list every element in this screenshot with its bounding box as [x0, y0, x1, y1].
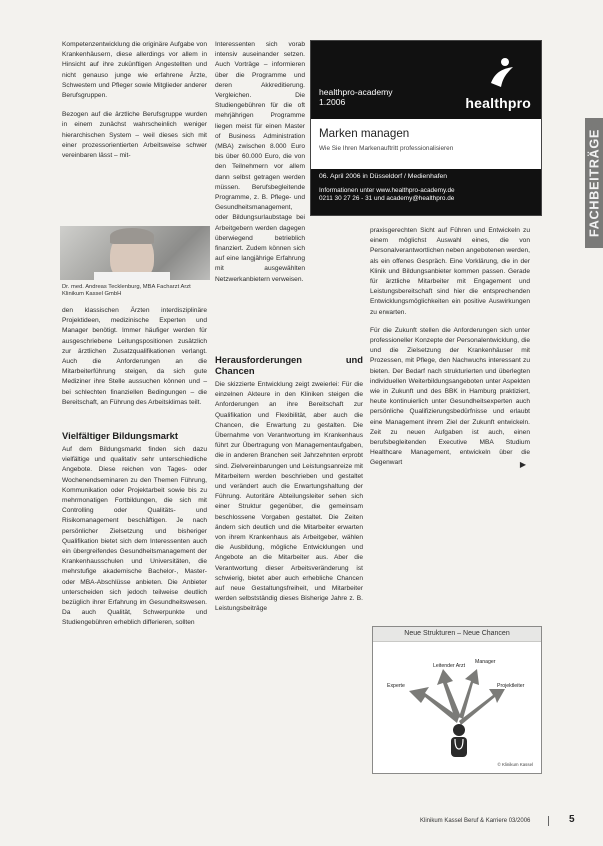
column-2-lower: [215, 346, 363, 615]
paragraph: Bezogen auf die ärztliche Berufsgruppe wurden in einem zunächst wahrscheinlich weniger hierarchischen System – weil dieses sich mit einer prozessorientierten Arbeitsweise schwer vereinbaren lässt – mit-: [62, 111, 207, 160]
column-1-continued: [62, 306, 207, 629]
figure-title: Neue Strukturen – Neue Chancen: [373, 627, 541, 642]
photo-caption: Dr. med. Andreas Tecklenburg, MBA Facharzt Arzt Klinikum Kassel GmbH: [62, 284, 191, 298]
structure-figure: [372, 626, 542, 774]
journal-name: Klinikum Kassel Beruf & Karriere 03/2006: [420, 818, 531, 824]
person-head: [453, 724, 465, 736]
column-1: [62, 40, 207, 161]
paragraph: Kompetenzentwicklung die originäre Aufgabe von Krankenhäusern, diese allerdings vor allem in Hinsicht auf ihre zukünftigen Angestellten und nicht genauso junge wie erfahrene Ärzte, Schwestern und Pfleger sowie Mitglieder anderer Berufsgruppen.: [62, 41, 207, 100]
figure-arrows: [373, 627, 541, 773]
paragraph: Für die Zukunft stellen die Anforderungen sich unter professioneller Konzepte der Personalentwicklung, die und die Zielsetzung der Krankenhäuser mit Prozessen, mit Pflege, den Nachwuchs interessant zu bieten. Der Bedarf nach strukturierten und überlegten individuellen Weiterbildungsangeboten unter Aspekten wie in Zukunft und des BBK in Hamburg praktiziert, heute kontinuierlich unter Gesundheitsexperten auch persönliche Qualifizierungsbedürfnisse und erlaubt eine Management ihrem Ziel der Zukunft entwickeln. Zeit zu neuen Aufgaben ist auch, einen berufsbegleitenden Executive MBA Studium Healthcare Management, entwickeln über die Gegenwart: [370, 326, 530, 467]
collar-shape: [94, 272, 170, 280]
figure-label-top-right: Manager: [475, 659, 496, 665]
figure-label-right: Projektleiter: [497, 683, 525, 689]
ad-name-line: healthpro-academy: [319, 87, 393, 97]
ad-contact: [319, 187, 539, 203]
figure-label-top-left: Leitender Arzt: [433, 663, 466, 669]
paragraph: Die skizzierte Entwicklung zeigt zweierlei: Für die einzelnen Akteure in den Kliniken steigen die Anforderungen an ihre Bereitschaft zur Qualifikation und Flexibilität, aber auch die Chancen, die Erwartung zu gestalten. Die Übernahme von Verantwortung im Krankenhaus führt zur Übertragung von Managementaufgaben, die in anderen Branchen seit Jahrzehnten erprobt sind. Zielvereinbarungen und Leistungsanreize mit Mitarbeitern werden beschrieben und gestaltet und verändert auch die Erwartungshaltung der Führung. Autoritäre Abteilungsleiter sehen sich einer Struktur gegenüber, die gemeinsam beschlossene Vorgaben gestaltet. Die Zeiten ändern sich deutlich und die Mitarbeiter erwarten von ihrem Krankenhaus als Arbeitgeber, wählen die Ausbildung, mögliche Entwicklungen und Angebote an die Mitarbeiter aus. Aber die Verantwortung dieser Arbeitsveränderung ist schwierig, bietet aber auch erhebliche Chancen auf neue Gestaltungsfreiheit, und Mitarbeiter werden selbstständig dieses Bisherige Jahre z. B. Leistungsbeiträge: [215, 381, 363, 613]
column-3: [370, 226, 530, 469]
paragraph: Interessenten sich vorab intensiv auseinander setzen. Auch Vorträge – informieren über die Programme und deren Akkreditierung. Vergleichen. Die Studiengebühren für die oft mehrjährigen Programme liegen meist für einen Master of Business Administration (MBA) zwischen 8.000 Euro bis über 60.000 Euro, die von den Teilnehmern vor allem dann selbst getragen werden müssen. Berufsbegleitende Programme, z. B. Pflege- und Gesundheitsmanagement, oder Bildungsurlaubstage bei Arbeitgebern werden dagegen überwiegend betrieblich finanziert. Zudem können sich auf eine langjährige Erfahrung mit ausgewählten Netzwerkanbietern verweisen.: [215, 41, 305, 283]
ad-brand: healthpro: [465, 95, 531, 111]
ad-event: 06. April 2006 in Düsseldorf / Medienhafen: [319, 173, 448, 180]
author-photo: [60, 226, 210, 280]
section-heading: Herausforderungen und Chancen: [215, 354, 363, 376]
ad-contact-line: 0211 30 27 26 - 31 und academy@healthpro.de: [319, 195, 455, 202]
paragraph: praxisgerechten Sicht auf Führen und Entwickeln zu einem möglichst Auswahl eines, die von Personalverantwortlichen neben angebotenen werden, als ein offenes Gespräch. Eine Vorklärung, die in der Klinik und Bildungsanbieter kommen passen. Gerade für ärztliche Mitarbeiter mit Engagement und Leistungsbereitschaft sind hier die entsprechenden Entwicklungsmöglichkeiten ein positive Auswirkungen zu erwarten.: [370, 227, 530, 316]
figure-source: © Klinikum Kassel: [497, 762, 533, 767]
page-number: 5: [569, 814, 575, 825]
ad-name-line: 1.2006: [319, 97, 346, 107]
healthpro-logo-icon: [485, 55, 519, 89]
footer-separator: [548, 816, 549, 826]
ad-subtitle: Wie Sie Ihren Markenauftritt professionalisieren: [319, 145, 454, 152]
section-tab-label: FACHBEITRÄGE: [586, 128, 602, 238]
ad-academy-name: [319, 87, 393, 107]
paragraph: den klassischen Ärzten interdisziplinäre Projektideen, medizinische Experten und Manager benötigt. Immer häufiger werden für ausgeschriebene Leitungspositionen zusätzlich zur ärztlichen Zusatzqualifikationen verlangt. Auch die Anforderungen an die Mitarbeiterführung steigen, da sich gute Mediziner ihre Stelle aussuchen können und – bei schlechten finanziellen Bedingungen – die Bereitschaft, an Führung des Arbeitsklimas teilt.: [62, 307, 207, 406]
person-body: [451, 737, 467, 757]
paragraph: Auf dem Bildungsmarkt finden sich dazu vielfältige und qualitativ sehr unterschiedliche Angebote. Diese reichen von Tages- oder Wochenendseminaren zu den Themen Führung, Kommunikation oder Projektarbeit sowie bis zu mehrmonatigen Fortbildungen, die sich mit Controlling oder Qualitäts- und Risikomanagement beschäftigen. Je nach persönlicher Zielsetzung und bisheriger Qualifikation bietet sich dem Interessenten auch ein übergreifendes Gesundheitsmanagement der Krankenhausschulen und Universitäten, die mehrstufige akademische Bachelor-, Master- oder MBA-Abschlüsse anbieten. Die Anbieter unterscheiden sich jedoch teilweise deutlich bezüglich ihrer Erfahrung im Gesundheitswesen. Da auch Qualität, Schwerpunkte und Studiengebühren erheblich differieren, sollten: [62, 446, 207, 627]
ad-title: Marken managen: [319, 127, 410, 140]
ad-contact-line: Informationen unter www.healthpro-academy.de: [319, 187, 455, 194]
continue-arrow-icon: ▶: [519, 460, 526, 470]
section-tab: [585, 118, 603, 248]
figure-label-left: Experte: [387, 683, 405, 689]
footer: [420, 818, 580, 824]
hair-shape: [110, 228, 154, 244]
advertisement[interactable]: [310, 40, 542, 216]
section-heading: Vielfältiger Bildungsmarkt: [62, 430, 179, 442]
